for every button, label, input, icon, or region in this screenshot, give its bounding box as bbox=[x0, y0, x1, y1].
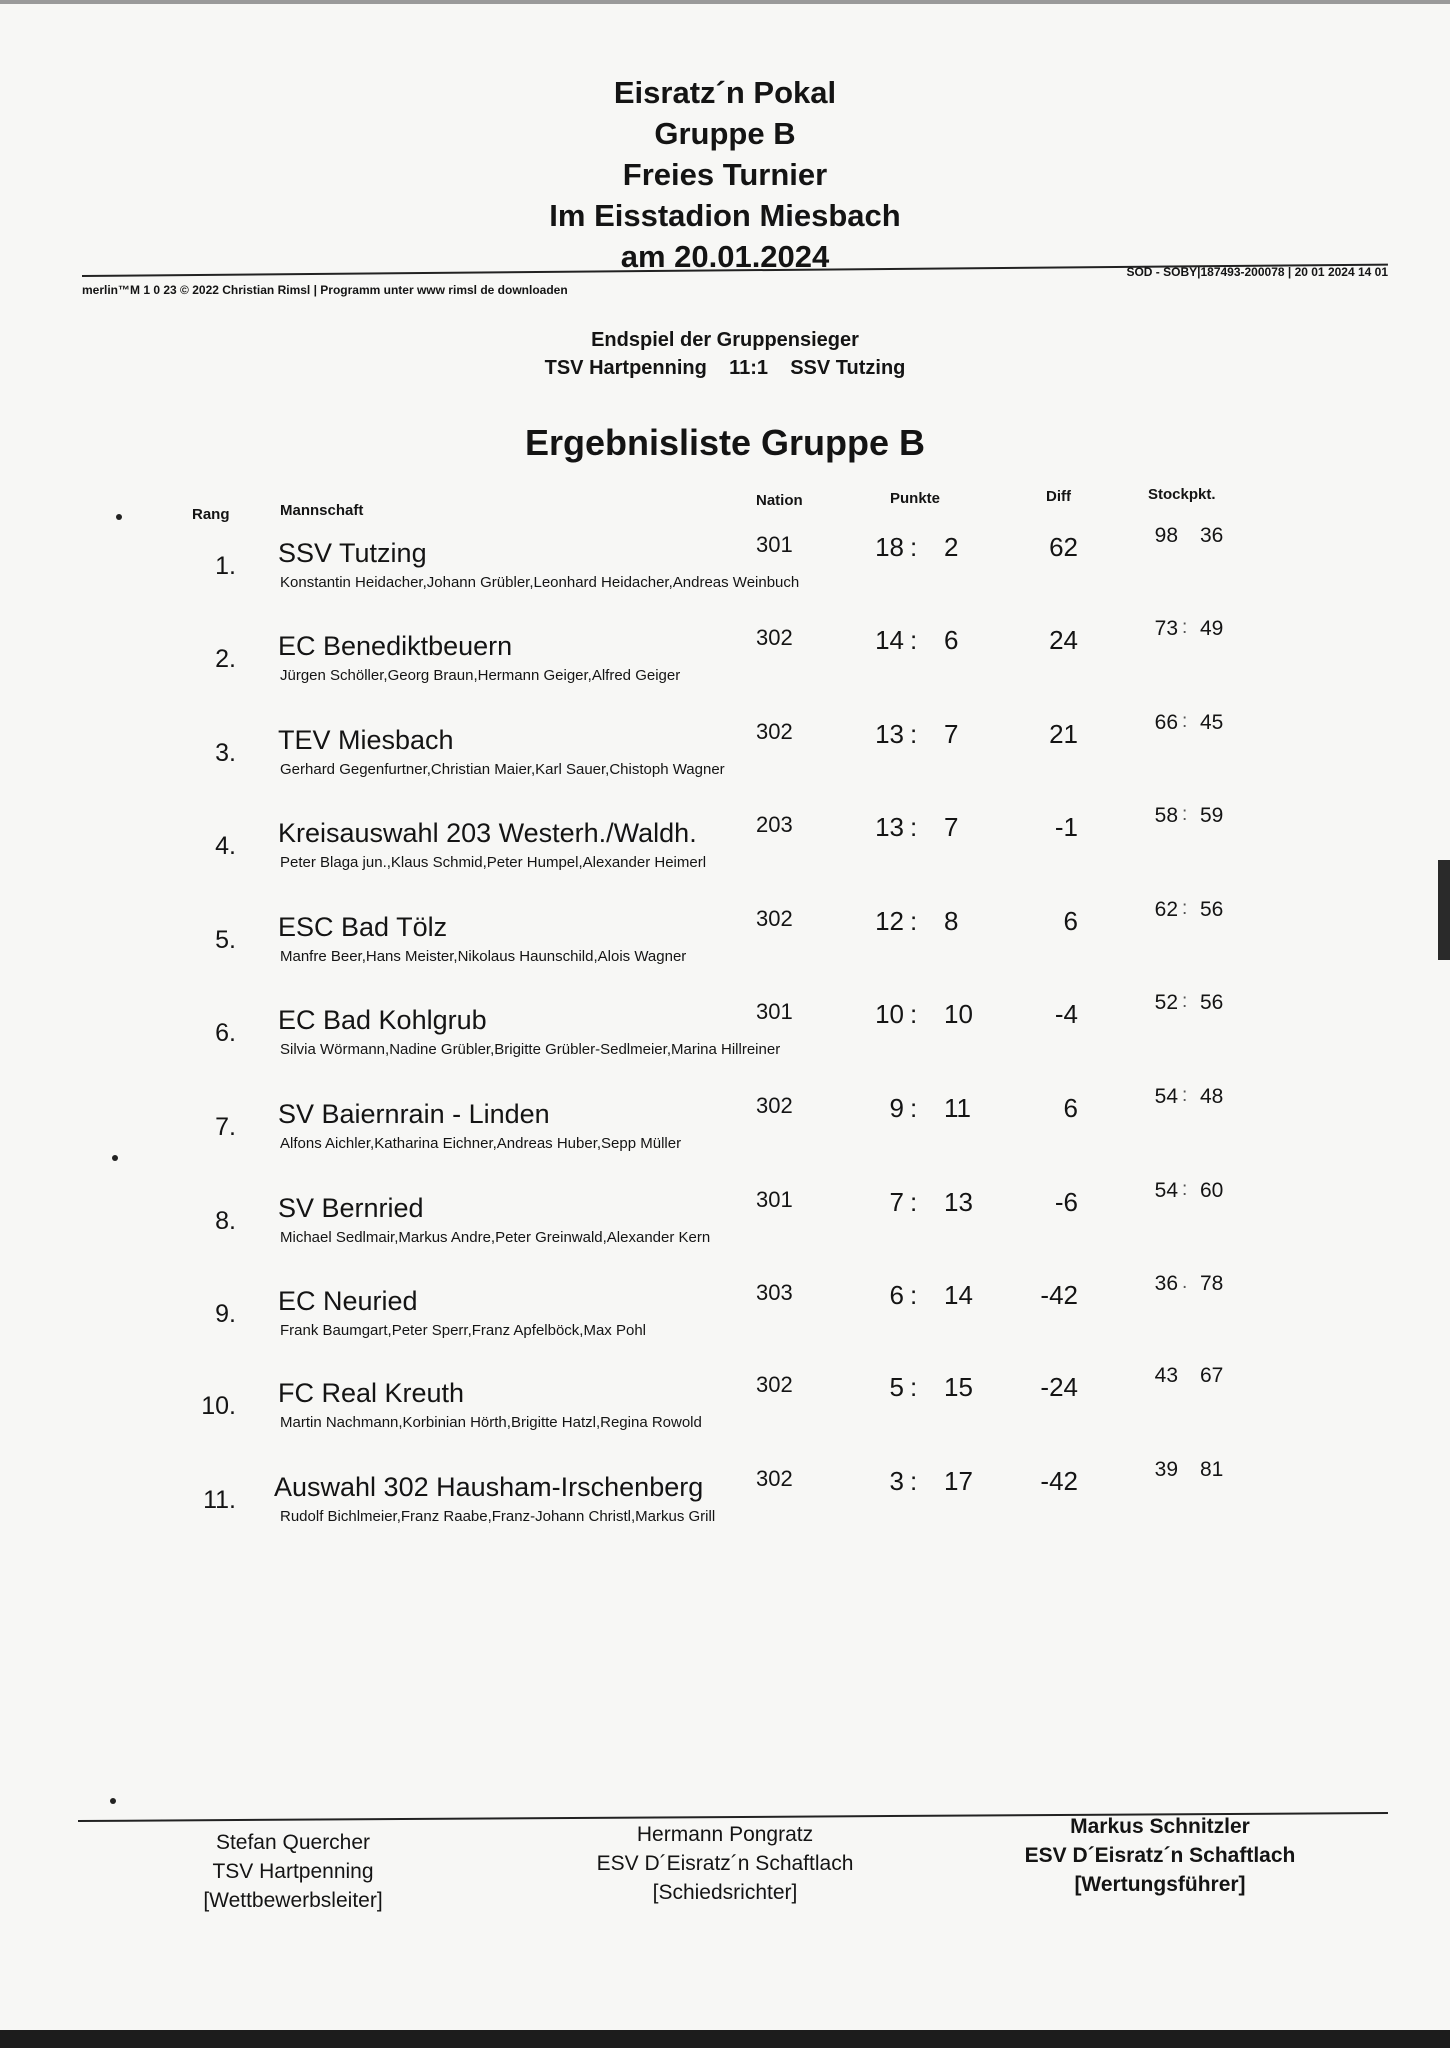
points-for: 14 bbox=[875, 625, 904, 655]
tournament-title: Eisratz´n Pokal bbox=[613, 75, 837, 110]
points-for: 12 bbox=[875, 906, 904, 936]
team-name: SV Baiernrain - Linden bbox=[278, 1099, 550, 1129]
team-name: SSV Tutzing bbox=[278, 538, 427, 568]
rank: 11. bbox=[203, 1486, 236, 1514]
table-row bbox=[0, 804, 1450, 898]
nation: 302 bbox=[756, 1466, 793, 1491]
rank: 2. bbox=[215, 645, 236, 673]
stock-separator: : bbox=[1182, 804, 1188, 825]
points-against: 8 bbox=[944, 906, 959, 936]
signer-name: Hermann Pongratz bbox=[636, 1823, 814, 1846]
signer-role: [Wettbewerbsleiter] bbox=[203, 1889, 383, 1912]
team-name: TEV Miesbach bbox=[278, 725, 454, 755]
document-header bbox=[0, 72, 1450, 277]
signer-role: [Schiedsrichter] bbox=[652, 1881, 798, 1904]
difference: 6 bbox=[1063, 906, 1078, 936]
stock-points-against: 78 bbox=[1200, 1272, 1224, 1295]
points-separator: : bbox=[910, 1280, 918, 1310]
stock-points-for: 98 bbox=[1154, 524, 1178, 547]
signature-block-referee bbox=[545, 1820, 905, 1907]
points-against: 6 bbox=[944, 625, 959, 655]
points-for: 13 bbox=[875, 812, 904, 842]
nation: 302 bbox=[756, 1372, 793, 1397]
signer-role: [Wertungsführer] bbox=[1074, 1873, 1246, 1896]
signer-club: TSV Hartpenning bbox=[212, 1860, 374, 1883]
stock-separator: : bbox=[1182, 617, 1188, 638]
scan-speck bbox=[112, 1155, 118, 1161]
signature-block-competition-lead bbox=[113, 1828, 473, 1915]
player-list: Frank Baumgart,Peter Sperr,Franz Apfelböck,Max Pohl bbox=[280, 1322, 646, 1339]
team-name: EC Benediktbeuern bbox=[278, 631, 513, 661]
nation: 302 bbox=[756, 1093, 793, 1118]
nation: 303 bbox=[756, 1280, 793, 1305]
points-against: 10 bbox=[944, 999, 973, 1029]
player-list: Alfons Aichler,Katharina Eichner,Andreas Huber,Sepp Müller bbox=[280, 1135, 682, 1152]
difference: -4 bbox=[1054, 999, 1078, 1029]
table-row bbox=[0, 991, 1450, 1085]
venue: Im Eisstadion Miesbach bbox=[549, 198, 901, 233]
nation: 301 bbox=[756, 1187, 793, 1212]
player-list: Konstantin Heidacher,Johann Grübler,Leonhard Heidacher,Andreas Weinbuch bbox=[280, 574, 800, 591]
signer-name: Stefan Quercher bbox=[215, 1831, 371, 1854]
team-name: FC Real Kreuth bbox=[278, 1378, 465, 1408]
stock-points-against: 48 bbox=[1200, 1085, 1224, 1108]
final-game-title: Endspiel der Gruppensieger bbox=[591, 329, 859, 351]
table-row bbox=[0, 1085, 1450, 1179]
points-separator: : bbox=[910, 906, 918, 936]
table-row bbox=[0, 617, 1450, 711]
player-list: Silvia Wörmann,Nadine Grübler,Brigitte Grübler-Sedlmeier,Marina Hillreiner bbox=[280, 1041, 781, 1058]
final-game bbox=[0, 326, 1450, 382]
column-header-nation: Nation bbox=[756, 492, 803, 509]
points-separator: : bbox=[910, 719, 918, 749]
player-list: Martin Nachmann,Korbinian Hörth,Brigitte Hatzl,Regina Rowold bbox=[280, 1414, 702, 1431]
stock-points-against: 45 bbox=[1200, 711, 1224, 734]
column-header-diff: Diff bbox=[1046, 488, 1071, 505]
stock-points-for: 62 bbox=[1154, 898, 1178, 921]
stock-points-against: 59 bbox=[1200, 804, 1224, 827]
signer-club: ESV D´Eisratz´n Schaftlach bbox=[596, 1852, 854, 1875]
points-separator: : bbox=[910, 812, 918, 842]
points-for: 18 bbox=[875, 532, 904, 562]
stock-points-against: 67 bbox=[1200, 1364, 1224, 1387]
stock-separator: : bbox=[1182, 898, 1188, 919]
points-for: 9 bbox=[889, 1093, 904, 1123]
table-row bbox=[0, 711, 1450, 805]
meta-line bbox=[82, 265, 1388, 295]
rank: 9. bbox=[215, 1300, 236, 1328]
difference: -1 bbox=[1054, 812, 1078, 842]
team-name: Kreisauswahl 203 Westerh./Waldh. bbox=[278, 818, 697, 848]
table-row bbox=[0, 1179, 1450, 1273]
difference: 24 bbox=[1049, 625, 1078, 655]
points-against: 2 bbox=[944, 532, 959, 562]
points-against: 13 bbox=[944, 1187, 973, 1217]
points-against: 15 bbox=[944, 1372, 973, 1402]
signer-name: Markus Schnitzler bbox=[1070, 1815, 1250, 1838]
rank: 1. bbox=[215, 552, 236, 580]
points-separator: : bbox=[910, 1372, 918, 1402]
stock-points-for: 54 bbox=[1154, 1085, 1178, 1108]
points-separator: : bbox=[910, 1093, 918, 1123]
signer-club: ESV D´Eisratz´n Schaftlach bbox=[1024, 1844, 1296, 1867]
stock-points-for: 43 bbox=[1154, 1364, 1178, 1387]
team-name: EC Neuried bbox=[278, 1286, 418, 1316]
nation: 203 bbox=[756, 812, 793, 837]
column-header-points: Punkte bbox=[890, 490, 941, 507]
stock-points-against: 56 bbox=[1200, 898, 1224, 921]
points-against: 7 bbox=[944, 812, 959, 842]
table-row bbox=[0, 898, 1450, 992]
points-against: 11 bbox=[944, 1093, 971, 1123]
points-for: 13 bbox=[875, 719, 904, 749]
stock-points-for: 54 bbox=[1154, 1179, 1178, 1202]
rank: 10. bbox=[201, 1392, 236, 1420]
stock-separator: : bbox=[1182, 1179, 1188, 1200]
software-credit: merlin™M 1 0 23 © 2022 Christian Rimsl | Programm unter www rimsl de downloaden bbox=[82, 283, 568, 297]
stock-points-against: 49 bbox=[1200, 617, 1224, 640]
stock-points-against: 56 bbox=[1200, 991, 1224, 1014]
difference: -6 bbox=[1054, 1187, 1078, 1217]
points-separator: : bbox=[910, 999, 918, 1029]
stock-separator: : bbox=[1182, 1085, 1188, 1106]
points-for: 5 bbox=[889, 1372, 904, 1402]
document-id: SOD - SOBY|187493-200078 | 20 01 2024 14 01 bbox=[1126, 265, 1388, 279]
column-header-team: Mannschaft bbox=[280, 502, 364, 519]
team-name: ESC Bad Tölz bbox=[278, 912, 448, 942]
scan-speck bbox=[110, 1798, 116, 1804]
rank: 6. bbox=[215, 1019, 236, 1047]
difference: 62 bbox=[1049, 532, 1078, 562]
player-list: Michael Sedlmair,Markus Andre,Peter Greinwald,Alexander Kern bbox=[280, 1229, 711, 1246]
stock-points-against: 60 bbox=[1200, 1179, 1224, 1202]
page-bottom-edge bbox=[0, 2030, 1450, 2048]
team-name: Auswahl 302 Hausham-Irschenberg bbox=[274, 1472, 704, 1502]
team-name: EC Bad Kohlgrub bbox=[278, 1005, 487, 1035]
nation: 301 bbox=[756, 999, 793, 1024]
player-list: Jürgen Schöller,Georg Braun,Hermann Geiger,Alfred Geiger bbox=[280, 667, 681, 684]
scan-speck bbox=[116, 514, 122, 520]
rank: 3. bbox=[215, 739, 236, 767]
results-title: Ergebnisliste Gruppe B bbox=[524, 422, 926, 463]
difference: 21 bbox=[1049, 719, 1078, 749]
stock-separator: : bbox=[1182, 711, 1188, 732]
points-for: 6 bbox=[889, 1280, 904, 1310]
points-separator: : bbox=[910, 1187, 918, 1217]
table-row bbox=[0, 1458, 1450, 1552]
stock-points-for: 73 bbox=[1154, 617, 1178, 640]
points-for: 10 bbox=[875, 999, 904, 1029]
signature-block-scorekeeper bbox=[980, 1812, 1340, 1899]
player-list: Gerhard Gegenfurtner,Christian Maier,Karl Sauer,Chistoph Wagner bbox=[280, 761, 725, 778]
stock-separator: : bbox=[1182, 991, 1188, 1012]
stock-points-for: 58 bbox=[1154, 804, 1178, 827]
points-against: 14 bbox=[944, 1280, 973, 1310]
stock-points-against: 36 bbox=[1200, 524, 1224, 547]
points-for: 3 bbox=[889, 1466, 904, 1496]
rank: 8. bbox=[215, 1207, 236, 1235]
points-separator: : bbox=[910, 532, 918, 562]
player-list: Manfre Beer,Hans Meister,Nikolaus Haunschild,Alois Wagner bbox=[280, 948, 687, 965]
difference: -24 bbox=[1040, 1372, 1078, 1402]
rank: 4. bbox=[215, 832, 236, 860]
nation: 302 bbox=[756, 625, 793, 650]
team-name: SV Bernried bbox=[278, 1193, 424, 1223]
rank: 7. bbox=[215, 1113, 236, 1141]
stock-points-for: 66 bbox=[1154, 711, 1178, 734]
points-separator: : bbox=[910, 625, 918, 655]
page-top-edge bbox=[0, 0, 1450, 4]
nation: 302 bbox=[756, 719, 793, 744]
player-list: Rudolf Bichlmeier,Franz Raabe,Franz-Johann Christl,Markus Grill bbox=[280, 1508, 716, 1525]
difference: -42 bbox=[1040, 1280, 1078, 1310]
stock-points-for: 36 bbox=[1154, 1272, 1178, 1295]
rank: 5. bbox=[215, 926, 236, 954]
stock-points-for: 52 bbox=[1154, 991, 1178, 1014]
event-date: am 20.01.2024 bbox=[620, 239, 830, 274]
points-against: 7 bbox=[944, 719, 959, 749]
points-separator: : bbox=[910, 1466, 918, 1496]
stock-points-for: 39 bbox=[1154, 1458, 1178, 1481]
table-row bbox=[0, 1272, 1450, 1366]
group-title: Gruppe B bbox=[654, 116, 796, 151]
nation: 301 bbox=[756, 532, 793, 557]
column-header-rank: Rang bbox=[192, 506, 230, 523]
points-against: 17 bbox=[944, 1466, 973, 1496]
difference: 6 bbox=[1063, 1093, 1078, 1123]
tournament-type: Freies Turnier bbox=[622, 157, 828, 192]
difference: -42 bbox=[1040, 1466, 1078, 1496]
stock-separator: . bbox=[1182, 1272, 1188, 1293]
points-for: 7 bbox=[889, 1187, 904, 1217]
table-row bbox=[0, 1364, 1450, 1458]
final-game-result: TSV Hartpenning 11:1 SSV Tutzing bbox=[544, 357, 906, 379]
nation: 302 bbox=[756, 906, 793, 931]
player-list: Peter Blaga jun.,Klaus Schmid,Peter Humpel,Alexander Heimerl bbox=[280, 854, 707, 871]
stock-points-against: 81 bbox=[1200, 1458, 1224, 1481]
column-header-stock: Stockpkt. bbox=[1148, 486, 1216, 503]
table-row bbox=[0, 524, 1450, 618]
